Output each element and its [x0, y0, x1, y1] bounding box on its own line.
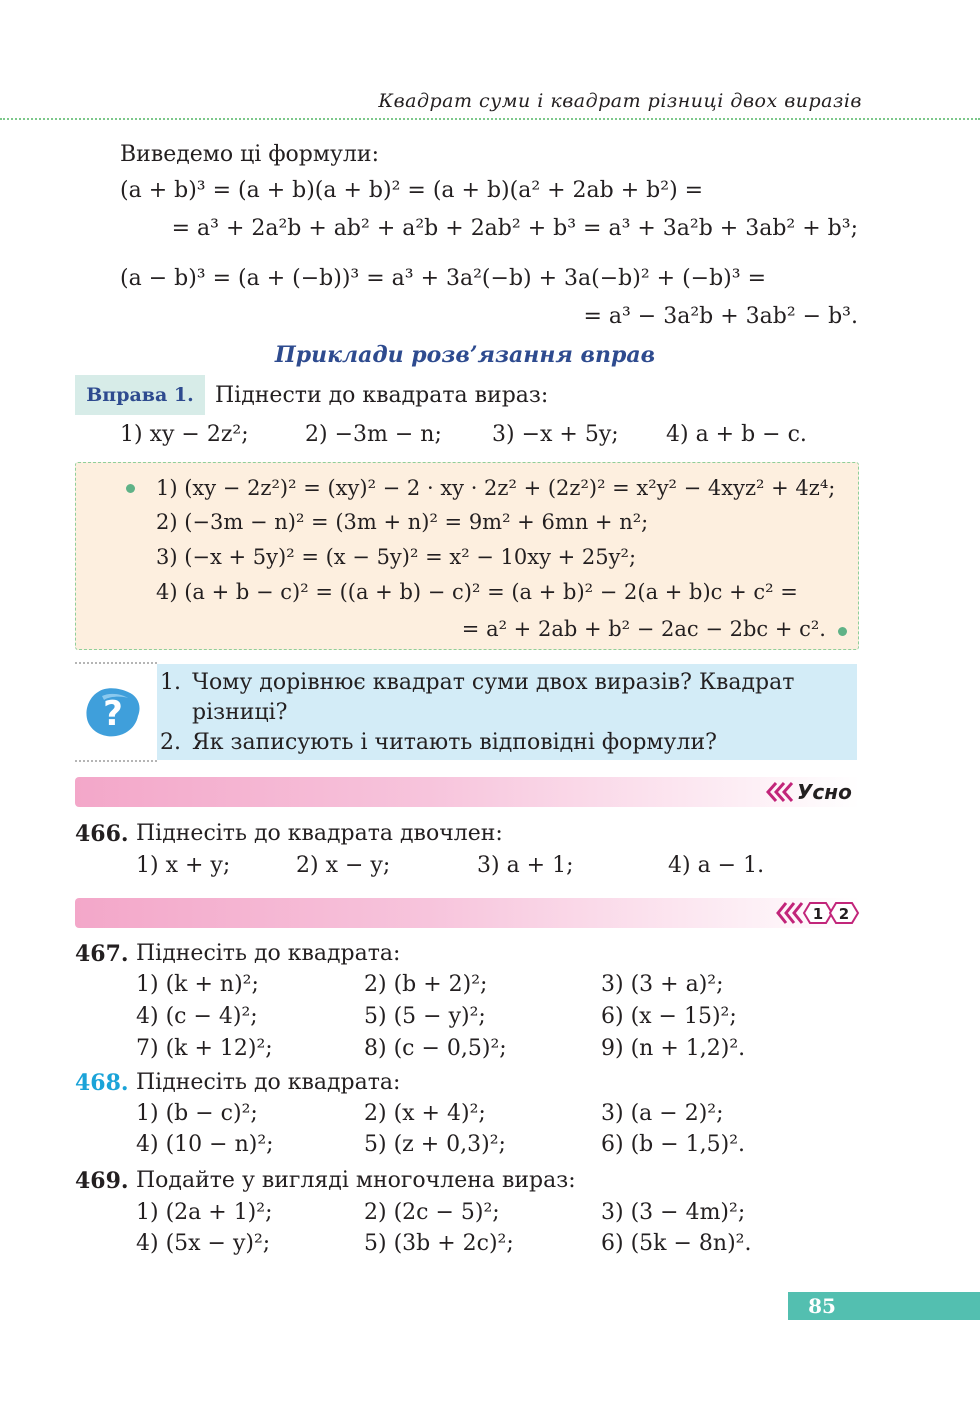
exercise-item: 2) (b + 2)²; — [364, 972, 488, 997]
exercise-text: Піднесіть до квадрата: — [136, 941, 401, 966]
exercise-item: 5) (3b + 2c)²; — [364, 1231, 514, 1256]
exercise-number: 466. — [75, 821, 129, 847]
formula-line-1: (a + b)³ = (a + b)(a + b)² = (a + b)(a² + 2ab + b²) = — [120, 178, 704, 203]
exercise-item: 8) (c − 0,5)²; — [364, 1036, 507, 1061]
solution-line: = a² + 2ab + b² − 2ac − 2bc + c². — [461, 617, 826, 641]
svg-text:?: ? — [103, 694, 123, 734]
svg-text:1: 1 — [812, 905, 824, 923]
solution-line: 4) (a + b − c)² = ((a + b) − c)² = (a + b)² − 2(a + b)c + c² = — [156, 580, 798, 604]
exercise-item: 2) (x + 4)²; — [364, 1101, 486, 1126]
exercise-text: Піднесіть до квадрата двочлен: — [136, 821, 503, 846]
exercise-item: 3) −x + 5y; — [492, 422, 619, 447]
question-text: Як записують і читають відповідні формули? — [192, 730, 717, 755]
page-number: 85 — [808, 1294, 836, 1318]
questions-divider-top — [75, 662, 157, 664]
question-number: 2. — [160, 730, 181, 755]
question-text: Чому дорівнює квадрат суми двох виразів? Квадрат — [192, 670, 795, 695]
oral-exercises-band — [75, 777, 860, 807]
exercise-text: Подайте у вигляді многочлена вираз: — [136, 1168, 576, 1193]
exercise-item: 6) (x − 15)²; — [601, 1004, 737, 1029]
chevrons-icon — [766, 781, 796, 803]
running-header: Квадрат суми і квадрат різниці двох виразів — [378, 90, 862, 112]
exercise-item: 3) (3 + a)²; — [601, 972, 724, 997]
exercise-item: 6) (5k − 8n)². — [601, 1231, 752, 1256]
questions-divider-bottom — [75, 760, 157, 762]
exercise-item: 4) a − 1. — [668, 853, 765, 878]
exercise-item: 4) (c − 4)²; — [136, 1004, 258, 1029]
levels-band — [75, 898, 860, 928]
solution-line: 1) (xy − 2z²)² = (xy)² − 2 · xy · 2z² + (2z²)² = x²y² − 4xyz² + 4z⁴; — [156, 476, 836, 500]
exercise-item: 1) xy − 2z²; — [120, 422, 249, 447]
solution-line: 2) (−3m − n)² = (3m + n)² = 9m² + 6mn + n²; — [156, 510, 649, 534]
exercise-item: 2) x − y; — [296, 853, 391, 878]
examples-section-title: Приклади розв’язання вправ — [274, 342, 656, 368]
exercise-number: 468. — [75, 1070, 129, 1096]
exercise-item: 2) −3m − n; — [305, 422, 442, 447]
question-number: 1. — [160, 670, 181, 695]
exercise-item: 4) a + b − c. — [666, 422, 807, 447]
exercise-statement: Піднести до квадрата вираз: — [215, 383, 549, 408]
oral-label: Усно — [797, 780, 852, 804]
exercise-item: 1) (k + n)²; — [136, 972, 259, 997]
formula-line-4: = a³ − 3a²b + 3ab² − b³. — [583, 304, 858, 329]
exercise-item: 3) (3 − 4m)²; — [601, 1200, 746, 1225]
exercise-number: 467. — [75, 941, 129, 967]
exercise-item: 5) (z + 0,3)²; — [364, 1132, 506, 1157]
exercise-item: 3) (a − 2)²; — [601, 1101, 724, 1126]
question-icon — [84, 686, 142, 738]
exercise-number: 469. — [75, 1168, 129, 1194]
solution-end-marker — [838, 627, 847, 636]
exercise-item: 9) (n + 1,2)². — [601, 1036, 746, 1061]
derivation-intro: Виведемо ці формули: — [120, 142, 379, 167]
exercise-text: Піднесіть до квадрата: — [136, 1070, 401, 1095]
solution-line: 3) (−x + 5y)² = (x − 5y)² = x² − 10xy + 25y²; — [156, 545, 637, 569]
formula-line-2: = a³ + 2a²b + ab² + a²b + 2ab² + b³ = a³ + 3a²b + 3ab² + b³; — [171, 216, 858, 241]
level-markers — [776, 901, 860, 925]
exercise-item: 7) (k + 12)²; — [136, 1036, 273, 1061]
svg-text:2: 2 — [838, 905, 850, 923]
exercise-item: 4) (10 − n)²; — [136, 1132, 274, 1157]
exercise-item: 3) a + 1; — [477, 853, 574, 878]
exercise-item: 4) (5x − y)²; — [136, 1231, 271, 1256]
question-text: різниці? — [192, 700, 288, 725]
exercise-item: 1) (b − c)²; — [136, 1101, 258, 1126]
exercise-item: 1) (2a + 1)²; — [136, 1200, 273, 1225]
exercise-item: 5) (5 − y)²; — [364, 1004, 486, 1029]
header-divider — [0, 118, 980, 120]
exercise-item: 2) (2c − 5)²; — [364, 1200, 500, 1225]
exercise-label: Вправа 1. — [75, 375, 205, 415]
exercise-item: 6) (b − 1,5)². — [601, 1132, 746, 1157]
exercise-item: 1) x + y; — [136, 853, 231, 878]
solution-start-marker — [126, 484, 135, 493]
formula-line-3: (a − b)³ = (a + (−b))³ = a³ + 3a²(−b) + 3a(−b)² + (−b)³ = — [120, 266, 767, 291]
